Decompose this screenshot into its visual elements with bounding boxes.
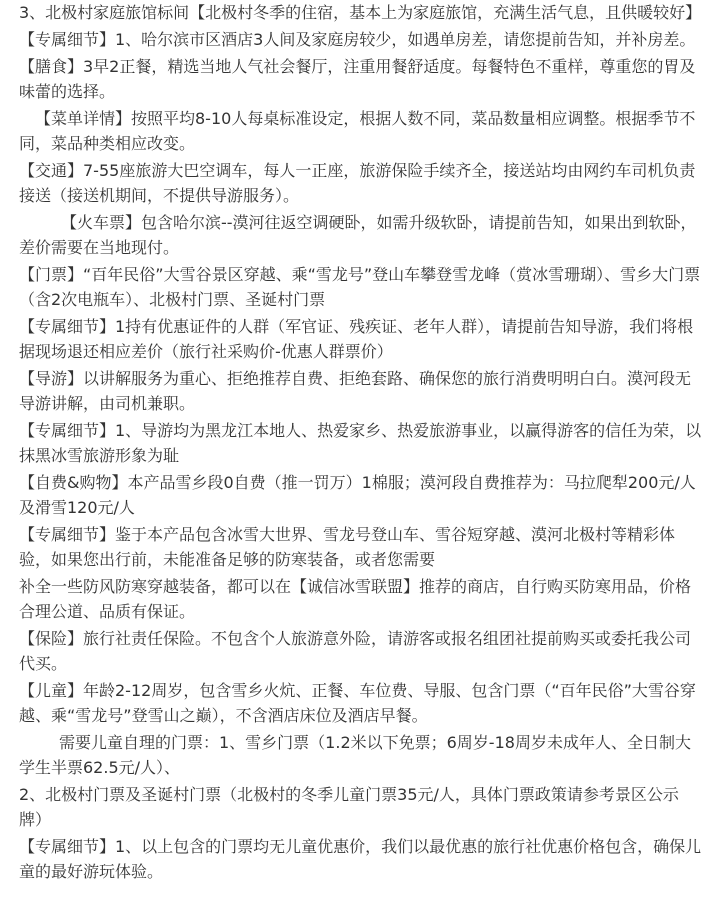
paragraph-hotel-detail: 【专属细节】1、哈尔滨市区酒店3人间及家庭房较少，如遇单房差，请您提前告知，并补房差。 xyxy=(19,30,696,49)
paragraph-menu-detail: 【菜单详情】按照平均8-10人每桌标准设定，根据人数不同，菜品数量相应调整。根据季节不同，菜品种类相应改变。 xyxy=(19,109,696,153)
paragraph-children: 【儿童】年龄2-12周岁，包含雪乡火炕、正餐、车位费、导服、包含门票（“百年民俗”大雪谷穿越、乘“雪龙号”登雪山之巅），不含酒店床位及酒店早餐。 xyxy=(19,681,696,725)
paragraph-meals: 【膳食】3早2正餐，精选当地人气社会餐厅，注重用餐舒适度。每餐特色不重样，尊重您的胃及味蕾的选择。 xyxy=(19,57,696,101)
paragraph-discount-detail: 【专属细节】1持有优惠证件的人群（军官证、残疾证、老年人群），请提前告知导游，我们将根据现场退还相应差价（旅行社采购价-优惠人群票价） xyxy=(19,317,694,361)
paragraph-equipment-detail: 【专属细节】鉴于本产品包含冰雪大世界、雪龙号登山车、雪谷短穿越、漠河北极村等精彩体验，如果您出行前，未能准备足够的防寒装备，或者您需要 xyxy=(19,525,676,569)
paragraph-children-detail: 【专属细节】1、以上包含的门票均无儿童优惠价，我们以最优惠的旅行社优惠价格包含，确保儿童的最好游玩体验。 xyxy=(19,837,702,881)
paragraph-transport: 【交通】7-55座旅游大巴空调车，每人一正座，旅游保险手续齐全，接送站均由网约车司机负责接送（接送机期间，不提供导游服务）。 xyxy=(19,161,696,205)
paragraph-train-ticket: 【火车票】包含哈尔滨--漠河往返空调硬卧，如需升级软卧，请提前告知，如果出到软卧，差价需要在当地现付。 xyxy=(19,213,697,257)
paragraph-tickets: 【门票】“百年民俗”大雪谷景区穿越、乘“雪龙号”登山车攀登雪龙峰（赏冰雪珊瑚）、雪乡大门票（含2次电瓶车）、北极村门票、圣诞村门票 xyxy=(19,265,701,309)
paragraph-children-tickets: 需要儿童自理的门票：1、雪乡门票（1.2米以下免票；6周岁-18周岁未成年人、全日制大学生半票62.5元/人）、 xyxy=(19,733,691,777)
paragraph-insurance: 【保险】旅行社责任保险。不包含个人旅游意外险，请游客或报名组团社提前购买或委托我公司代买。 xyxy=(19,629,692,673)
paragraph-guide-detail: 【专属细节】1、导游均为黑龙江本地人、热爱家乡、热爱旅游事业，以赢得游客的信任为荣，以抹黑冰雪旅游形象为耻 xyxy=(19,421,702,465)
paragraph-family-hotel: 3、北极村家庭旅馆标间【北极村冬季的住宿，基本上为家庭旅馆，充满生活气息，且供暖较好】 xyxy=(19,3,702,22)
paragraph-equipment-purchase: 补全一些防风防寒穿越装备，都可以在【诚信冰雪联盟】推荐的商店，自行购买防寒用品，价格合理公道、品质有保证。 xyxy=(19,577,692,621)
paragraph-self-pay-shopping: 【自费&购物】本产品雪乡段0自费（推一罚万）1棉服；漠河段自费推荐为：马拉爬犁200元/人及滑雪120元/人 xyxy=(19,473,696,517)
paragraph-guide: 【导游】以讲解服务为重心、拒绝推荐自费、拒绝套路、确保您的旅行消费明明白白。漠河段无导游讲解，由司机兼职。 xyxy=(19,369,692,413)
paragraph-arctic-village-tickets: 2、北极村门票及圣诞村门票（北极村的冬季儿童门票35元/人，具体门票政策请参考景区公示牌） xyxy=(19,785,679,829)
